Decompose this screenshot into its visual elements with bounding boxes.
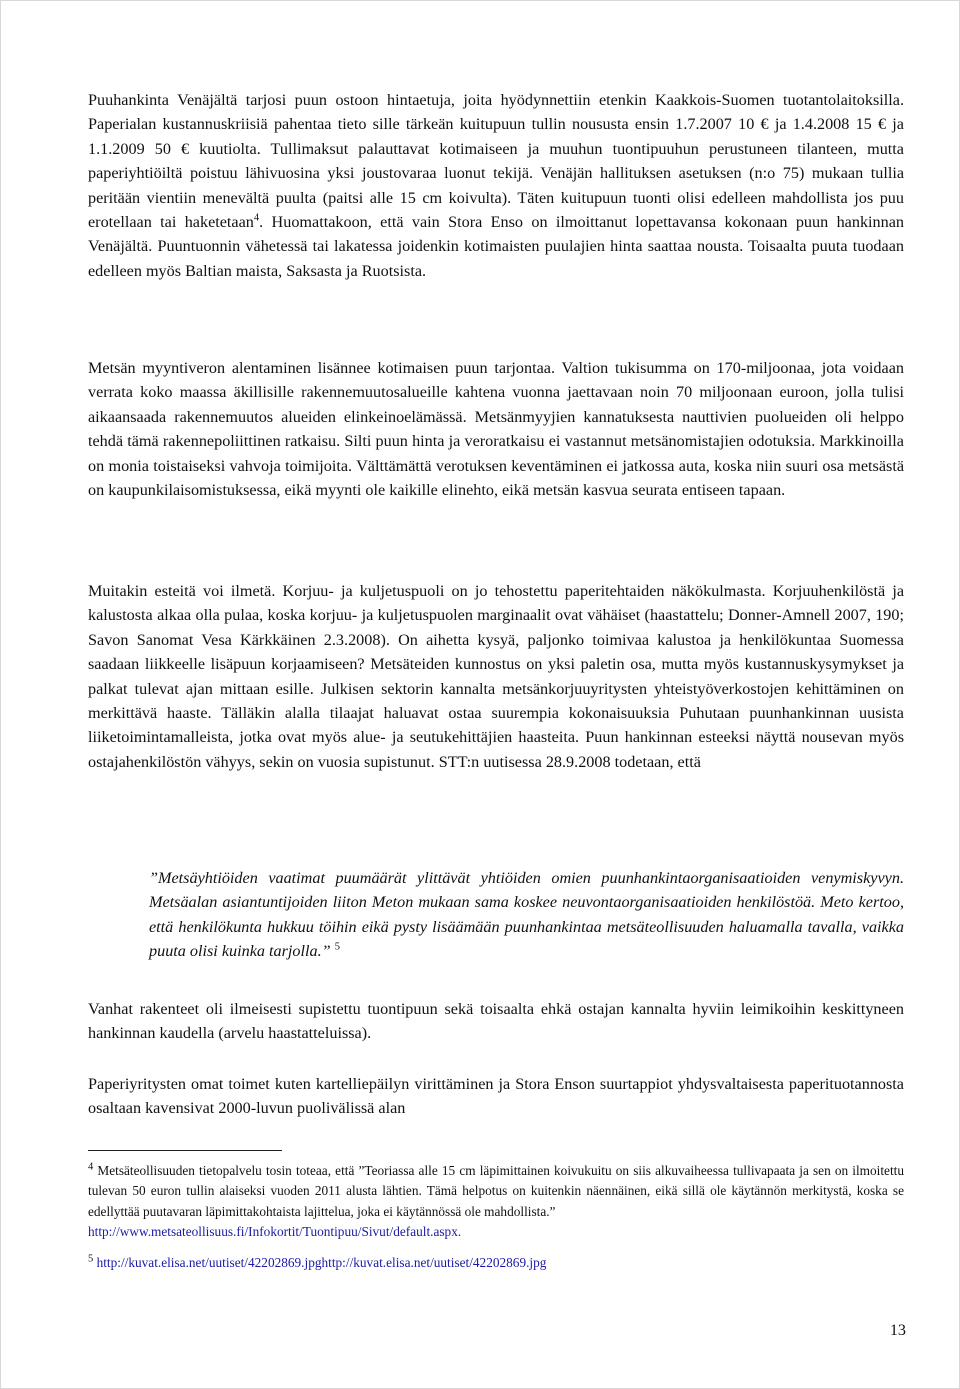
footnote-ref-5[interactable]: 5 xyxy=(334,941,340,953)
paragraph-4 xyxy=(88,997,904,1046)
paragraph-3-text: Muitakin esteitä voi ilmetä. Korjuu- ja kuljetuspuoli on jo tehostettu paperitehtaiden näkökulmasta. Korjuuhenkilöstä ja kalustosta alkaa olla pulaa, koska korjuu- ja kuljetuspuolen marginaalit ovat vähäiset (haastattelu; Donner-Amnell 2007, 190; Savon Sanomat Vesa Kärkkäinen 2.3.2008). On aihetta kysyä, paljonko toimivaa kalustoa ja henkilökuntaa Suomessa saadaan liikkeelle lisäpuun korjaamiseen? Metsäteiden kunnostus on yksi paletin osa, mutta myös kustannuskysymykset ja palkat tulevat ajan mittaan esille. Julkisen sektorin kannalta metsänkorjuuyritysten yhteistyöverkostojen kehittäminen on merkittävä haaste. Tälläkin alalla tilaajat haluavat ostaa suurempia kokonaisuuksia Puhutaan puunhankinnan uusista liiketoimintamalleista, jotka ovat myös alue- ja seutukehittäjien haasteita. Puun hankinnan esteeksi näyttä nousevan myös ostajahenkilöstön vähyys, sekin on vuosia supistunut. STT:n uutisessa 28.9.2008 todetaan, että xyxy=(88,582,904,771)
block-quote-text: ”Metsäyhtiöiden vaatimat puumäärät ylittävät yhtiöiden omien puunhankintaorganisaatioiden venymiskyvyn. Metsäalan asiantuntijoiden liiton Meton mukaan sama koskee neuvontaorganisaatioiden henkilöstöä. Meto kertoo, että henkilökunta hukkuu töihin eikä pysty lisäämään puunhankintaa metsäteollisuuden haluamalla tavalla, vaikka puuta olisi kuinka tarjolla.” xyxy=(149,869,904,961)
footnotes xyxy=(88,1161,904,1273)
paragraph-2-text: Metsän myyntiveron alentaminen lisännee kotimaisen puun tarjontaa. Valtion tukisumma on 170-miljoonaa, jota voidaan verrata koko maassa äkillisille rakennemuutosalueille kahtena vuonna jaettavaan noin 70 miljoonaan euroon, jolla tulisi aikaansaada rakennemuutos alueiden elinkeinoelämässä. Metsänmyyjien kannatuksesta nauttivien puolueiden oli helppo tehdä tämä rakennepoliittinen ratkaisu. Silti puun hinta ja veroratkaisu ei vastannut metsänomistajien odotuksia. Markkinoilla on monia toistaiseksi vahvoja toimijoita. Välttämättä verotuksen keventäminen ei jatkossa auta, koska niin suuri osa metsästä on kaupunkilaisomistuksessa, eikä myynti ole kaikille elinehto, eikä metsän kasvua seurata entiseen tapaan. xyxy=(88,359,904,500)
footnote-5-link[interactable]: http://kuvat.elisa.net/uutiset/42202869.jpghttp://kuvat.elisa.net/uutiset/42202869.jpg xyxy=(96,1254,547,1270)
footnote-separator xyxy=(88,1150,282,1151)
footnote-4-link[interactable]: http://www.metsateollisuus.fi/Infokortit/Tuontipuu/Sivut/default.aspx. xyxy=(88,1224,462,1240)
paragraph-1 xyxy=(88,88,904,283)
footnote-4-number: 4 xyxy=(88,1161,94,1173)
footnote-5 xyxy=(88,1253,904,1273)
footnote-5-number: 5 xyxy=(88,1253,94,1265)
block-quote xyxy=(149,866,904,964)
paragraph-3 xyxy=(88,579,904,774)
paragraph-1-text-b: . Huomattakoon, että vain Stora Enso on ilmoittanut lopettavansa kokonaan puun hankinnan Venäjältä. Puuntuonnin vähetessä tai lakatessa joidenkin kotimaisten puulajien hinta saattaa nousta. Toisaalta puuta tuodaan edelleen myös Baltian maista, Saksasta ja Ruotsista. xyxy=(88,213,904,280)
paragraph-5 xyxy=(88,1072,904,1121)
page-number: 13 xyxy=(889,1321,906,1339)
paragraph-2 xyxy=(88,356,904,502)
paragraph-1-text-a: Puuhankinta Venäjältä tarjosi puun ostoon hintaetuja, joita hyödynnettiin etenkin Kaakkois-Suomen tuotantolaitoksilla. Paperialan kustannuskriisiä pahentaa tieto sille tärkeän kuitupuun tullin noususta ensin 1.7.2007 10 € ja 1.4.2008 15 € ja 1.1.2009 50 € kuutiolta. Tullimaksut palauttavat kotimaiseen ja muuhun tuontipuuhun perustuneen tilanteen, mutta paperiyhtiöiltä poistuu lähivuosina yksi joustovaraa luonut tekijä. Venäjän hallituksen asetuksen (n:o 75) mukaan tullia peritään vientiin menevältä puulta (paitsi alle 15 cm koivulta). Täten kuitupuun tuonti olisi edelleen mahdollista jos puu erotellaan tai haketetaan xyxy=(88,91,904,232)
footnote-ref-4[interactable]: 4 xyxy=(253,212,260,224)
footnote-4-text: Metsäteollisuuden tietopalvelu tosin toteaa, että ”Teoriassa alle 15 cm läpimittainen koivukuitu on siis alkuvaiheessa tullivapaata ja sen on ilmoitettu tulevan 50 euron tullin alaiseksi vuoden 2011 alusta lähtien. Tämä helpotus on kuitenkin näennäinen, eikä sillä ole käytännön merkitystä, koska se edellyttää puutavaran läpimittakohtaista lajittelua, joka ei käytännössä ole mahdollista.” xyxy=(88,1163,904,1219)
paragraph-5-text: Paperiyritysten omat toimet kuten kartelliepäilyn virittäminen ja Stora Enson suurtappiot yhdysvaltaisesta paperituotannosta osaltaan kavensivat 2000-luvun puolivälissä alan xyxy=(88,1075,904,1118)
footnote-4 xyxy=(88,1161,904,1243)
paragraph-4-text: Vanhat rakenteet oli ilmeisesti supistettu tuontipuun sekä toisaalta ehkä ostajan kannalta hyviin leimikoihin keskittyneen hankinnan kaudella (arvelu haastatteluissa). xyxy=(88,1000,904,1043)
